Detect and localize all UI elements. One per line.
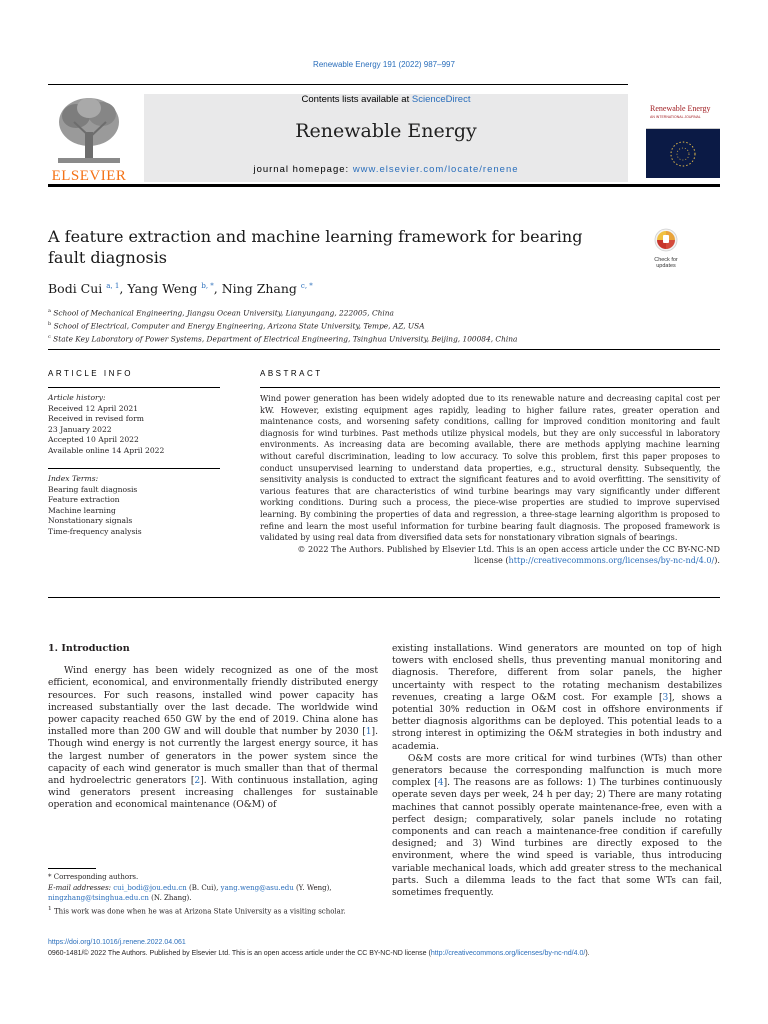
history-item: Received 12 April 2021: [48, 403, 139, 413]
affiliation-list: [48, 306, 517, 345]
cover-subtitle: AN INTERNATIONAL JOURNAL: [650, 115, 701, 119]
history-item: Accepted 10 April 2022: [48, 435, 139, 445]
footnote-mark: 1: [48, 905, 52, 912]
paragraph-text: O&M costs are more critical for wind turbines (WTs) than other generators because the corresponding malfunction is much more complex [: [392, 753, 722, 789]
check-updates-label: Check for updates: [654, 257, 678, 269]
contents-prefix: Contents lists available at: [301, 94, 412, 105]
keyword-item: Bearing fault diagnosis: [48, 484, 138, 494]
paragraph-text: ]. With continuous installation, aging wind generators present increasing challenges for sustainable operation and economical maintenance (O&M) of: [48, 776, 379, 811]
paragraph-text: existing installations. Wind generators are mounted on top of high towers with enclosed shells, thus preventing manual monitoring and diagnosis. Therefore, different from solar panels, the higher uncertainty with respect to the rotating mechanism destabilizes revenues, creating a large O&M cost. For example [: [392, 644, 722, 703]
author-separator: ,: [213, 281, 222, 296]
author-affil-mark[interactable]: a, 1: [106, 281, 120, 290]
visiting-note: [48, 904, 378, 917]
keyword-item: Time-frequency analysis: [48, 526, 142, 536]
author-affil-mark[interactable]: c, *: [300, 281, 313, 290]
reference-link[interactable]: 4: [437, 778, 444, 789]
paragraph-text: ]. The reasons are as follows: 1) The turbines continuously operate seven days per week, 24 h per day; 2) There are many rotating machines that cannot possibly operate maintenance-free, even with a perfect design; comparatively, solar panels include no rotating components and can reach a maintenance-free condition if carefully designed; and 3) Wind turbines are directly exposed to the environment, where the wind speed is variable, thus introducing variable mechanical loads, which add greater stress to the mechanical parts. Such a dilemma leads to the fact that some WTs can fail, sometimes frequently.: [392, 778, 722, 899]
header-bottom-rule: [48, 184, 720, 187]
author-name: Yang Weng: [127, 281, 198, 296]
journal-homepage-line: [144, 164, 628, 175]
keyword-list: [48, 474, 142, 538]
journal-citation[interactable]: Renewable Energy 191 (2022) 987–997: [313, 60, 455, 69]
journal-header: [48, 84, 720, 186]
abstract-heading: ABSTRACT: [260, 369, 323, 378]
author-name: Bodi Cui: [48, 281, 103, 296]
email-note: [48, 883, 378, 904]
affiliation-text: State Key Laboratory of Power Systems, Department of Electrical Engineering, Tsinghua University, Beijing, 100084, China: [53, 334, 518, 344]
history-label: Article history:: [48, 393, 106, 402]
contents-line: [144, 94, 628, 105]
author-name: Ning Zhang: [221, 281, 297, 296]
email-link[interactable]: yang.weng@asu.edu: [220, 883, 294, 892]
keyword-item: Nonstationary signals: [48, 516, 133, 526]
affiliation-mark: a: [48, 308, 51, 314]
header-top-rule: [48, 84, 628, 85]
author-affil-mark[interactable]: b, *: [201, 281, 214, 290]
email-label: E-mail addresses:: [48, 883, 112, 892]
affiliation-mark: b: [48, 321, 52, 328]
keyword-item: Feature extraction: [48, 495, 120, 505]
elsevier-logo: [48, 92, 130, 182]
corresponding-note: * Corresponding authors.: [48, 873, 139, 881]
author-separator: ,: [119, 281, 128, 296]
check-for-updates-badge[interactable]: [648, 228, 684, 268]
affiliation-item: [48, 332, 517, 345]
email-owner: (Y. Weng),: [293, 883, 332, 892]
check-updates-icon: [654, 228, 678, 252]
copyright-line: [260, 544, 720, 567]
article-title: A feature extraction and machine learning framework for bearing fault diagnosis: [48, 227, 583, 267]
elsevier-wordmark: ELSEVIER: [51, 168, 127, 184]
elsevier-tree-icon: [54, 92, 124, 166]
copyright-license-prefix: license (: [474, 555, 509, 566]
body-right-column: [392, 643, 722, 899]
body-left-column: [48, 643, 378, 812]
history-divider: [48, 468, 220, 469]
abstract-body: [260, 393, 720, 567]
homepage-prefix: journal homepage:: [253, 164, 353, 175]
page-footer: [48, 938, 728, 959]
email-owner: (N. Zhang).: [148, 894, 192, 903]
affiliation-divider: [48, 349, 720, 350]
affiliation-item: [48, 306, 517, 319]
article-history: [48, 393, 164, 457]
article-info-heading: ARTICLE INFO: [48, 369, 133, 378]
footnote-text: This work was done when he was at Arizona State University as a visiting scholar.: [51, 907, 346, 916]
body-paragraph: [392, 643, 722, 753]
history-item: Received in revised form: [48, 414, 144, 424]
doi-link[interactable]: https://doi.org/10.1016/j.renene.2022.04.061: [48, 939, 186, 946]
affiliation-mark: c: [48, 334, 51, 341]
paragraph-text: Wind energy has been widely recognized as one of the most efficient, economical, and environmentally friendly distributed energy resources. For such reasons, installed wind power capacity has increased substantially over the last decade. The worldwide wind power capacity reached 650 GW by the end of 2019. China alone has installed more than 200 GW and will double that number by 2030 [: [48, 666, 378, 738]
journal-title: Renewable Energy: [295, 120, 477, 142]
abstract-rule: [260, 387, 720, 388]
footer-license-link[interactable]: http://creativecommons.org/licenses/by-nc-nd/4.0/: [430, 949, 586, 957]
history-item: 23 January 2022: [48, 424, 112, 434]
copyright-license-suffix: ).: [714, 555, 720, 566]
footnotes: [48, 868, 378, 917]
keywords-label: Index Terms:: [48, 474, 99, 483]
sciencedirect-link[interactable]: ScienceDirect: [411, 94, 471, 105]
homepage-link[interactable]: www.elsevier.com/locate/renene: [352, 164, 519, 175]
reference-link[interactable]: 3: [662, 692, 669, 703]
email-owner: (B. Cui),: [186, 883, 221, 892]
history-item: Available online 14 April 2022: [48, 445, 165, 455]
paragraph-text: ], shows a potential 30% reduction in O&M cost in offshore environments if better diagnosis algorithms can be deployed. This potential leads to a strong interest in optimizing the O&M strategies in both industry and academia.: [392, 692, 722, 752]
affiliation-text: School of Mechanical Engineering, Jiangsu Ocean University, Lianyungang, 222005, China: [53, 308, 394, 318]
section-heading: 1. Introduction: [48, 643, 130, 654]
license-link[interactable]: http://creativecommons.org/licenses/by-nc-nd/4.0/: [508, 555, 715, 566]
abstract-divider: [48, 597, 720, 598]
email-link[interactable]: ningzhang@tsinghua.edu.cn: [48, 894, 149, 903]
author-list: [48, 281, 313, 296]
issn-line: [48, 949, 728, 960]
issn-tail: ).: [585, 949, 590, 957]
journal-cover-thumbnail[interactable]: [646, 84, 720, 178]
issn-text: 0960-1481/© 2022 The Authors. Published by Elsevier Ltd. This is an open access article under the CC BY-NC-ND license (: [48, 949, 431, 957]
article-info-rule: [48, 387, 220, 388]
cover-artwork-icon: [652, 136, 714, 172]
keyword-item: Machine learning: [48, 505, 116, 515]
journal-banner: [144, 94, 628, 182]
abstract-text: Wind power generation has been widely adopted due to its renewable nature and decreasing capital cost per kW. However, existing equipment ages rapidly, leading to higher failure rates, greater operation and maintenance costs, and worsening safety conditions, calling for improved condition monitoring and fault diagnosis for wind turbines. Past methods utilize physical models, but they are only successful in laboratory environments. As increasing data are becoming available, there are methods applying machine learning without careful discrimination, leading to low accuracy. To solve this problem, first this paper proposes to conduct unsupervised learning to understand data properties, e.g., structural density. Subsequently, the sensitivity analysis is conducted to extract the significant features and to avoid overfitting. The sensitivity of various features that are characteristics of wind turbine bearings may vary significantly under different working conditions. During such a process, the piece-wise properties are studied to improve supervised learning. By combining the properties of data and regression, a three-stage learning algorithm is proposed to refine and learn the most useful information for turbine bearing fault diagnosis. The proposed framework is validated by using real data from diversified data sets for nonstationary vibration signals of bearings.: [260, 393, 720, 543]
paragraph-text: ]. Though wind energy is not currently the largest energy source, it has the largest number of generators in the power system since the capacity of each wind generator is much smaller than that of thermal and hydroelectric generators [: [48, 727, 378, 787]
body-paragraph: [392, 753, 722, 899]
copyright-text: © 2022 The Authors. Published by Elsevier Ltd. This is an open access article under the CC BY-NC-ND: [297, 543, 720, 554]
affiliation-item: [48, 319, 517, 332]
reference-link[interactable]: 2: [194, 776, 201, 787]
reference-link[interactable]: 1: [365, 727, 372, 738]
footnote-rule: [48, 868, 96, 869]
affiliation-text: School of Electrical, Computer and Energy Engineering, Arizona State University, Tempe, AZ, USA: [53, 321, 425, 331]
body-paragraph: [48, 665, 378, 811]
cover-title: Renewable Energy: [650, 104, 711, 113]
email-link[interactable]: cui_bodi@jou.edu.cn: [113, 883, 187, 892]
